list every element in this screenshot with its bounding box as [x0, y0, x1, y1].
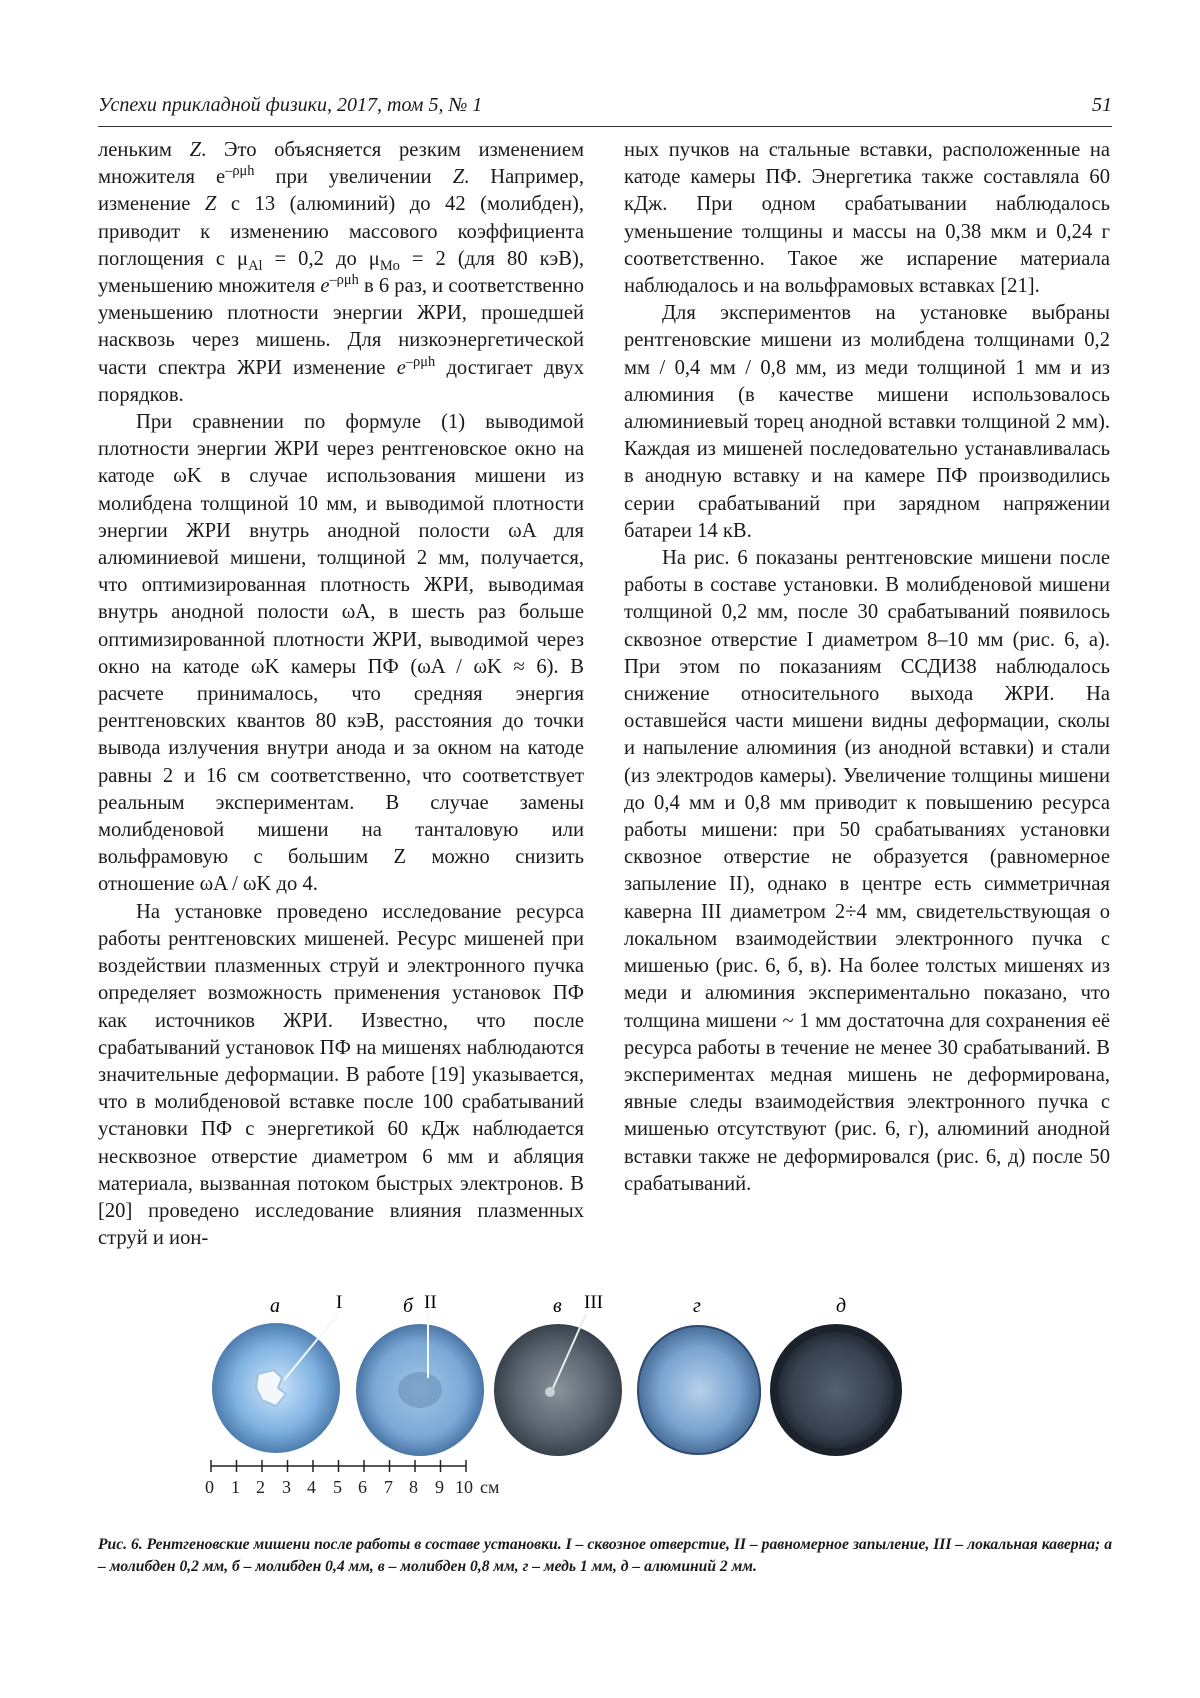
scale-tick-7: 7 [384, 1477, 393, 1497]
marker-label-1: I [336, 1292, 343, 1313]
right-column [624, 137, 1110, 1198]
target-g-copper-1 [638, 1326, 760, 1454]
panel-label-b: б [403, 1295, 414, 1317]
right-paragraph-1: ных пучков на стальные вставки, расположенные на катоде камеры ПФ. Энергетика также составляла 60 кДж. При одном срабатывании наблюдалось уменьшение толщины и массы на 0,38 мкм и 0,24 г соответственно. Такое же испарение материала наблюдалось и на вольфрамовых вставках [21]. [624, 139, 1110, 298]
scale-tick-1: 1 [231, 1477, 240, 1497]
target-a-molybdenum-0-2 [212, 1314, 340, 1453]
journal-title: Успехи прикладной физики, 2017, том 5, № 1 [98, 94, 483, 116]
panel-label-a: а [270, 1295, 280, 1317]
right-paragraph-2: Для экспериментов на установке выбраны рентгеновские мишени из молибдена толщинами 0,2 мм / 0,4 мм / 0,8 мм, из меди толщиной 1 мм и из алюминия (в качестве мишени использовалось алюминиевый торец анодной вставки толщиной 2 мм). Каждая из мишеней последовательно устанавливалась в анодную вставку и на камере ПФ производились серии срабатываний при зарядном напряжении батареи 14 кВ. [624, 302, 1110, 542]
right-paragraph-3: На рис. 6 показаны рентгеновские мишени после работы в составе установки. В молибденовой мишени толщиной 0,2 мм, после 30 срабатываний появилось сквозное отверстие I диаметром 8–10 мм (рис. 6, а). При этом по показаниям ССДИ38 наблюдалось снижение относительного выхода ЖРИ. На оставшейся части мишени видны деформации, сколы и напыление алюминия (из анодной вставки) и стали (из электродов камеры). Увеличение толщины мишени до 0,4 мм и 0,8 мм приводит к повышению ресурса работы мишени: при 50 срабатываниях установки сквозное отверстие не образуется (равномерное запыление II), однако в центре есть симметричная каверна III диаметром 2÷4 мм, свидетельствующая о локальном взаимодействии электронного пучка с мишенью (рис. 6, б, в). На более толстых мишенях из меди и алюминия экспериментально показано, что толщина мишени ~ 1 мм достаточна для сохранения её ресурса работы в течение не менее 30 срабатываний. В экспериментах медная мишень не деформирована, явные следы взаимодействия электронного пучка с мишенью отсутствуют (рис. 6, г), алюминий анодной вставки также не деформировался (рис. 6, д) после 50 срабатываний. [624, 547, 1110, 1195]
marker-label-3: III [584, 1292, 603, 1313]
scale-tick-2: 2 [256, 1477, 265, 1497]
scale-tick-0: 0 [205, 1477, 214, 1497]
marker-label-2: II [424, 1292, 437, 1313]
scale-tick-3: 3 [282, 1477, 291, 1497]
panel-label-g: г [693, 1295, 701, 1317]
scale-tick-6: 6 [358, 1477, 367, 1497]
left-column [98, 137, 584, 1252]
left-paragraph-2: При сравнении по формуле (1) выводимой плотности энергии ЖРИ через рентгеновское окно на катоде ωK в случае использования мишени из молибдена толщиной 10 мм, и выводимой плотности энергии ЖРИ внутрь анодной полости ωA для алюминиевой мишени, толщиной 2 мм, получается, что оптимизированная плотность ЖРИ, выводимая внутрь анодной полости ωA, в шесть раз больше оптимизированной плотности ЖРИ, выводимой через окно на катоде ωK камеры ПФ (ωA / ωK ≈ 6). В расчете принималось, что средняя энергия рентгеновских квантов 80 кэВ, расстояния до точки вывода излучения внутри анода и за окном на катоде равны 2 и 16 см соответственно, что соответствует реальным экспериментам. В случае замены молибденовой мишени на танталовую или вольфрамовую с большим Z можно снизить отношение ωA / ωK до 4. [98, 411, 584, 896]
scale-tick-10: 10 [455, 1477, 473, 1497]
figure-caption: Рис. 6. Рентгеновские мишени после работы в составе установки. I – сквозное отверстие, II – равномерное запыление, III – локальная каверна; а – молибден 0,2 мм, б – молибден 0,4 мм, в – молибден 0,8 мм, г – медь 1 мм, д – алюминий 2 мм. [98, 1536, 1112, 1575]
panel-label-v: в [553, 1295, 562, 1317]
page-number: 51 [1092, 94, 1112, 116]
scale-tick-5: 5 [333, 1477, 342, 1497]
panel-label-d: д [836, 1295, 847, 1317]
scale-labels [205, 1477, 499, 1497]
scale-bar [211, 1460, 466, 1472]
left-paragraph-3: На установке проведено исследование ресурса работы рентгеновских мишеней. Ресурс мишеней при воздействии плазменных струй и электронного пучка определяет возможность применения установок ПФ как источников ЖРИ. Известно, что после срабатываний установок ПФ на мишенях наблюдаются значительные деформации. В работе [19] указывается, что в молибденовой вставке после 100 срабатываний установки ПФ с энергетикой 60 кДж наблюдается несквозное отверстие диаметром 6 мм и абляция материала, вызванная потоком быстрых электронов. В [20] проведено исследование влияния плазменных струй и ион- [98, 900, 584, 1250]
figure-6 [98, 1290, 1112, 1520]
scale-tick-4: 4 [307, 1477, 316, 1497]
target-d-aluminium-2 [770, 1324, 902, 1456]
figure-6-image [98, 1290, 1112, 1520]
scale-tick-9: 9 [435, 1477, 444, 1497]
scale-tick-8: 8 [409, 1477, 418, 1497]
scale-unit: см [480, 1477, 500, 1497]
left-paragraph-1: леньким Z. Это объясняется резким изменением множителя $e^{-\rho\mu h}$ при увеличении Z. Например, изменение Z с 13 (алюминий) до 42 (молибден), приводит к изменению массового коэффициента поглощения с $\mu_{Al} = 0,2$ до $\mu_{Mo} = 2$ (для 80 кэВ), уменьшению множителя $e^{-\rho\mu h}$ в 6 раз, и соответственно уменьшению плотности энергии ЖРИ, прошедшей насквозь через мишень. Для низкоэнергетической части спектра ЖРИ изменение $e^{-\rho\mu h}$ достигает двух порядков. [98, 139, 585, 406]
running-header [98, 90, 1112, 127]
target-b-molybdenum-0-4 [356, 1314, 484, 1456]
target-v-molybdenum-0-8 [494, 1314, 622, 1456]
